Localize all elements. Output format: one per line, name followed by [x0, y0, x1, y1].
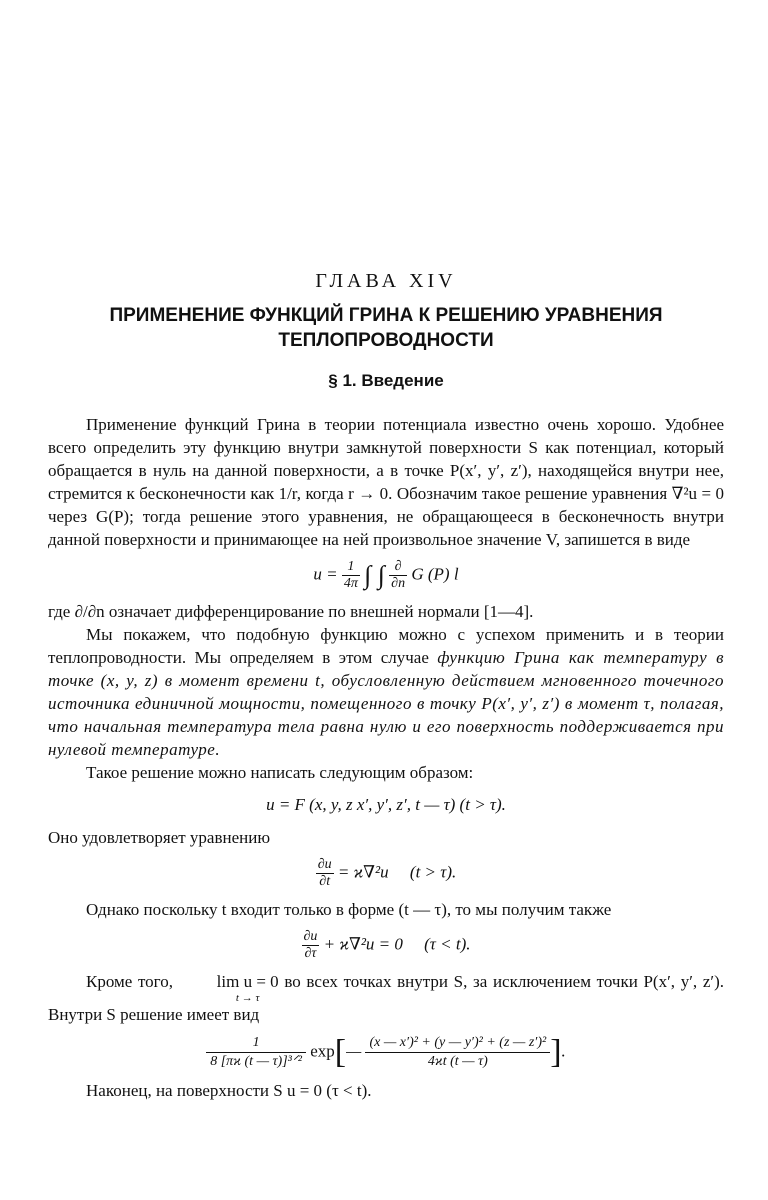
eq3-den: ∂t [319, 874, 331, 889]
paragraph-7 [48, 970, 724, 1026]
chapter-heading: ГЛАВА XIV [315, 270, 457, 292]
chapter-title-line2: ТЕПЛОПРОВОДНОСТИ [278, 330, 494, 351]
eq1-rhs: G (P) l [411, 564, 459, 584]
limit-expression [179, 970, 279, 1003]
lim-subscript: t → τ [235, 992, 260, 1004]
eq5-c-den: 8 [πϰ (t — τ)]³ᐟ² [210, 1054, 302, 1069]
eq1-d-den: ∂n [391, 576, 406, 591]
eq1-lhs: u = [313, 564, 338, 584]
eq1-fraction [342, 559, 360, 592]
eq5-coefficient [206, 1034, 306, 1071]
p7-end: во всех точках внутри S, за исключением точки P(x′, y′, z′). Внутри S решение имеет вид [48, 972, 725, 1024]
paragraph-2: где ∂/∂n означает дифференцирование по внешней нормали [1—4]. [48, 602, 534, 621]
eq3-cond: (t > τ). [409, 862, 457, 882]
paragraph-1: Применение функций Грина в теории потенциала известно очень хорошо. Удобнее всего определить эту функцию внутри замкнутой поверхности S как потенциал, который обращается в нуль на данной поверхности, а в точке P(x′, y′, z′), находящейся внутри нее, стремится к бесконечности как 1/r, когда r → 0. Обозначим такое решение уравнения ∇²u = 0 через G(P); тогда решение этого уравнения, не обращающееся в бесконечность внутри данной поверхности и принимающее на ней произвольное значение V, запишется в виде [48, 415, 724, 549]
eq5-e-num: (x — x′)² + (y — y′)² + (z — z′)² [365, 1034, 550, 1053]
equation-1 [48, 559, 724, 592]
eq5-exponent [365, 1034, 550, 1071]
eq3-fraction [316, 857, 334, 890]
eq1-integrals: ∫ ∫ [364, 560, 385, 590]
paragraph-5: Оно удовлетворяет уравнению [48, 828, 271, 847]
eq1-frac-num: 1 [342, 559, 360, 576]
eq5-c-num: 1 [206, 1034, 306, 1053]
eq5-e-den: 4ϰt (t — τ) [427, 1054, 488, 1069]
lim-text: lim u = 0 [216, 972, 279, 991]
eq3-rhs: = ϰ∇²u [337, 862, 389, 882]
p3-plain: Мы покажем, что подобную функцию можно с успехом применить и в теории теплопроводности. Мы определяем в этом случае [48, 625, 724, 667]
section-heading: § 1. Введение [328, 371, 444, 390]
eq5-right-bracket: ] [550, 1033, 562, 1071]
eq4-den: ∂τ [304, 946, 317, 961]
eq5-end: . [561, 1041, 566, 1061]
chapter-title-line1: ПРИМЕНЕНИЕ ФУНКЦИЙ ГРИНА К РЕШЕНИЮ УРАВНЕНИЯ [109, 305, 663, 326]
eq4-fraction [302, 929, 320, 962]
equation-3 [48, 857, 724, 890]
p7-start: Кроме того, [86, 972, 173, 991]
eq1-d-num: ∂ [389, 559, 407, 576]
chapter-title [48, 303, 724, 353]
p3-italic: функцию Грина как температуру в точке (x, y, z) в момент времени t, обусловленную действием мгновенного точечного источника единичной мощности, помещенного в точку P(x′, y′, z′) в момент τ, полагая, что начальная температура тела равна нулю и его поверхность поддерживается при нулевой температуре. [48, 648, 724, 759]
paragraph-3 [48, 623, 724, 761]
eq1-frac-den: 4π [343, 576, 358, 591]
eq4-cond: (τ < t). [424, 934, 471, 954]
eq1-derivative [389, 559, 407, 592]
eq5-minus: — [346, 1041, 362, 1061]
eq5-left-bracket: [ [334, 1033, 347, 1071]
eq3-num: ∂u [317, 857, 332, 872]
equation-2: u = F (x, y, z x′, y′, z′, t — τ) (t > τ). [266, 795, 506, 814]
paragraph-8: Наконец, на поверхности S u = 0 (τ < t). [86, 1081, 372, 1100]
eq4-rhs: + ϰ∇²u = 0 [323, 934, 403, 954]
equation-4 [48, 929, 724, 962]
page [48, 270, 724, 1102]
paragraph-4: Такое решение можно написать следующим образом: [86, 763, 474, 782]
equation-5 [48, 1034, 724, 1071]
paragraph-6: Однако поскольку t входит только в форме (t — τ), то мы получим также [86, 900, 612, 919]
eq4-num: ∂u [303, 929, 318, 944]
eq5-exp: exp [310, 1041, 335, 1061]
